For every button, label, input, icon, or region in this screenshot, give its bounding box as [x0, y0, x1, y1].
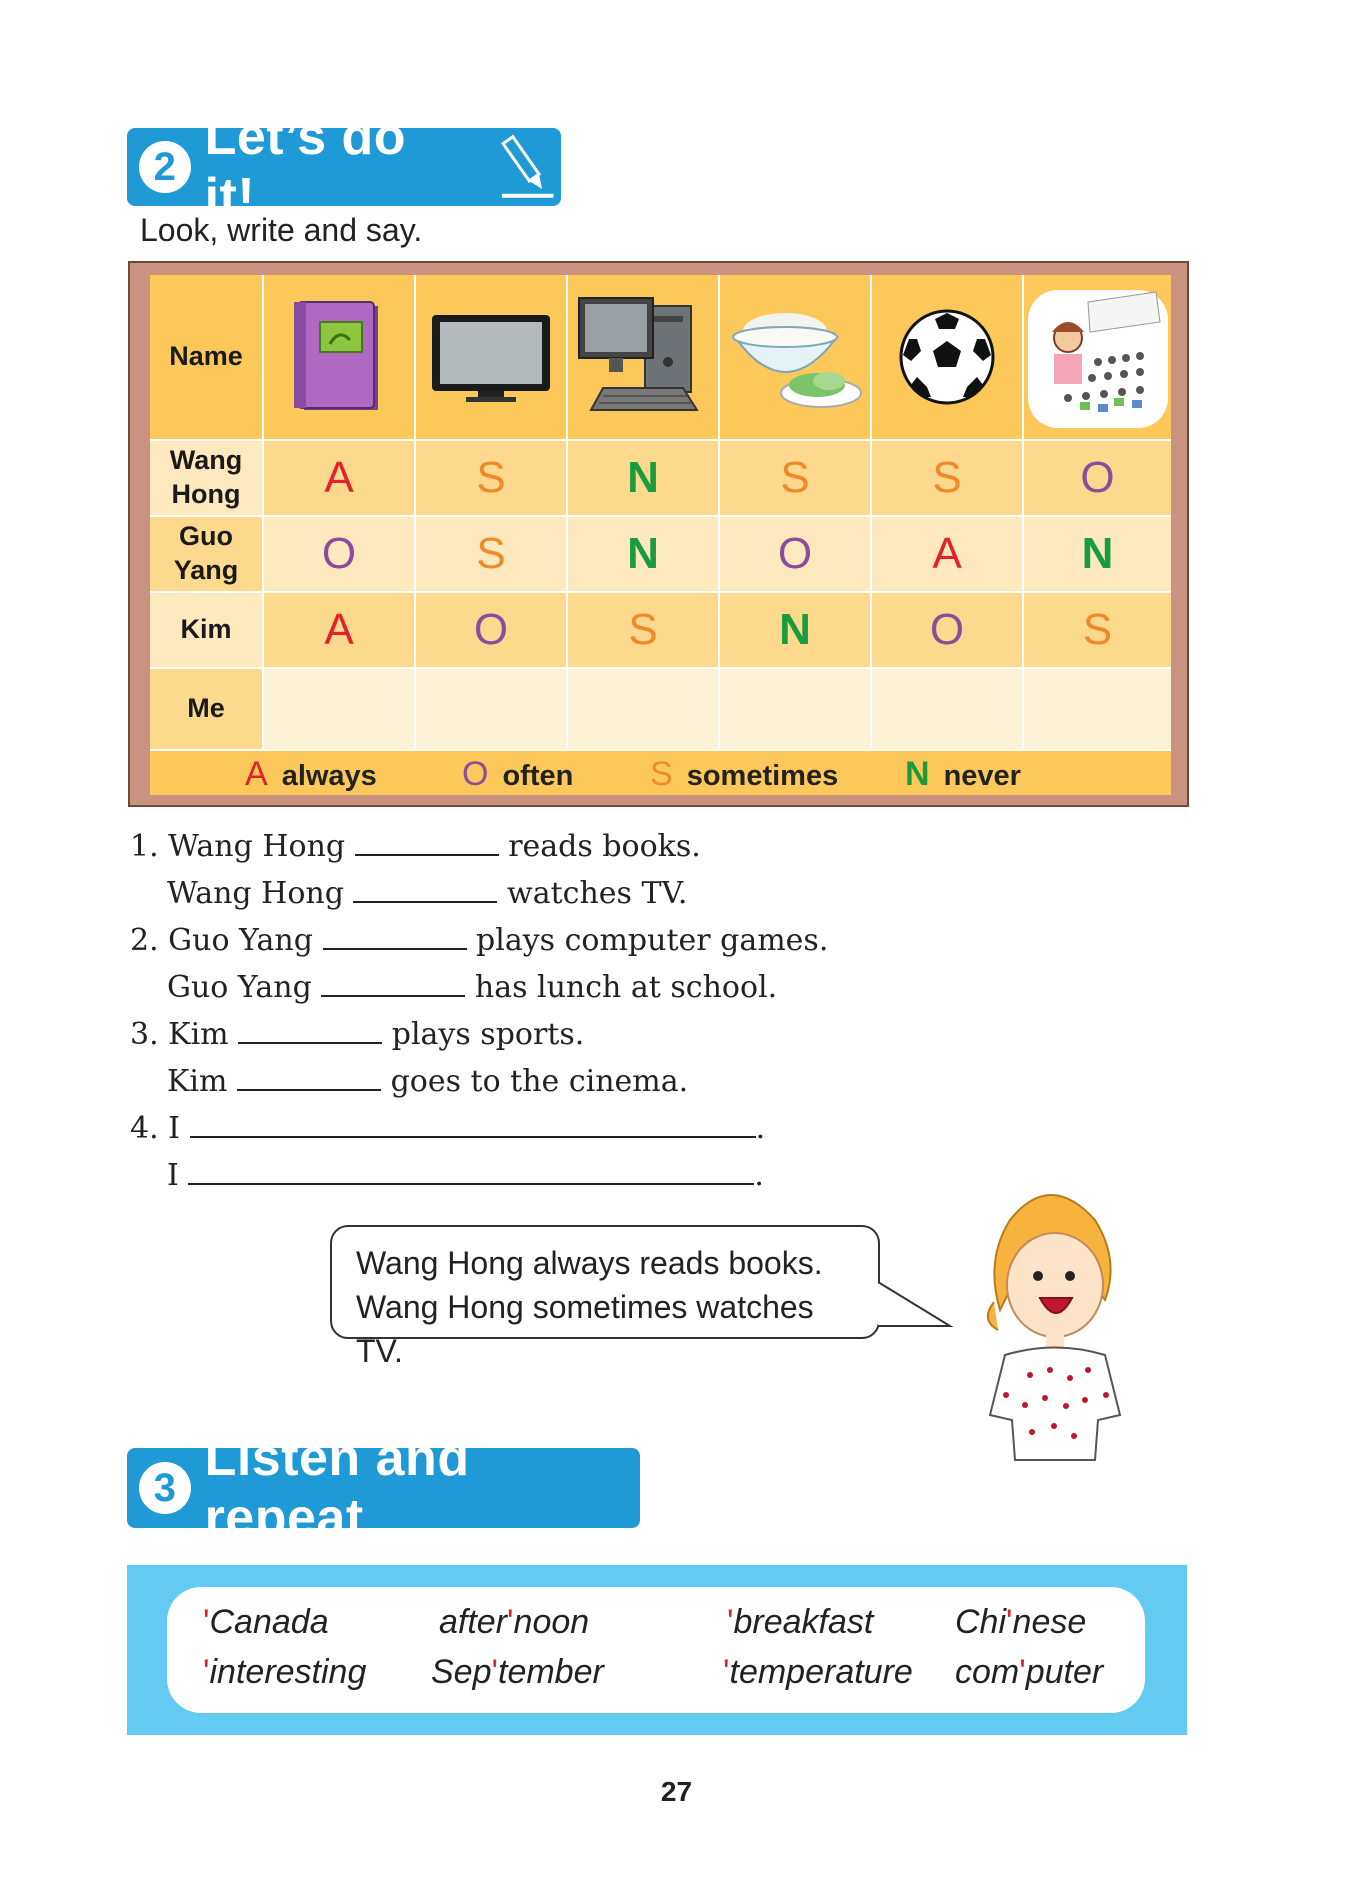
freq-cell: N	[568, 517, 718, 591]
section-title: Listen and repeat	[204, 1429, 470, 1547]
freq-cell: O	[264, 517, 414, 591]
exercise-start: I	[168, 1111, 181, 1146]
lunch-icon	[720, 275, 870, 439]
row-name: Kim	[150, 593, 262, 667]
cinema-icon	[1024, 275, 1171, 439]
section-title: Let’s do it!	[204, 108, 407, 226]
legend-item	[462, 755, 573, 794]
exercise-end: .	[755, 1111, 766, 1146]
book-icon	[264, 275, 414, 439]
word-item: 'Canada	[203, 1603, 329, 1641]
name-header: Name	[150, 275, 262, 439]
exercise-line	[167, 969, 777, 1005]
row-name: Wang Hong	[150, 441, 262, 515]
word-item: 'interesting	[203, 1653, 367, 1691]
empty-cell[interactable]	[568, 669, 718, 749]
section-number: 3	[139, 1462, 191, 1514]
legend-item	[650, 755, 838, 794]
answer-blank[interactable]	[323, 922, 467, 950]
exercise-end: watches TV.	[507, 876, 688, 911]
legend	[150, 751, 1171, 795]
freq-cell: S	[416, 517, 566, 591]
word-item: after'noon	[439, 1603, 590, 1641]
exercise-end: .	[754, 1158, 764, 1193]
answer-blank[interactable]	[321, 969, 465, 997]
word-item: 'temperature	[723, 1653, 913, 1691]
freq-cell: S	[1024, 593, 1171, 667]
girl-illustration-icon	[970, 1180, 1130, 1470]
legend-item	[245, 755, 377, 794]
freq-cell: A	[264, 441, 414, 515]
pronunciation-box	[127, 1565, 1187, 1735]
freq-cell: A	[872, 517, 1022, 591]
exercise-start: Wang Hong	[168, 829, 346, 864]
exercise-end: goes to the cinema.	[390, 1064, 689, 1099]
exercise-number: 3.	[130, 1017, 159, 1052]
answer-blank[interactable]	[355, 828, 499, 856]
answer-blank[interactable]	[237, 1063, 381, 1091]
exercise-start: I	[167, 1158, 179, 1193]
exercise-end: plays computer games.	[476, 923, 829, 958]
word-item: com'puter	[955, 1653, 1104, 1691]
football-icon	[872, 275, 1022, 439]
pencil-icon	[492, 132, 561, 202]
freq-cell: S	[872, 441, 1022, 515]
legend-letter: S	[650, 755, 673, 793]
row-name: Guo Yang	[150, 517, 262, 591]
exercise-line	[167, 1063, 688, 1099]
frequency-table	[128, 261, 1189, 807]
freq-cell: O	[720, 517, 870, 591]
exercise-start: Guo Yang	[168, 923, 313, 958]
answer-blank[interactable]	[238, 1016, 382, 1044]
legend-letter: O	[462, 755, 489, 793]
bubble-line: Wang Hong sometimes watches TV.	[356, 1289, 814, 1369]
freq-cell: N	[1024, 517, 1171, 591]
exercise-start: Guo Yang	[167, 970, 312, 1005]
freq-cell: O	[416, 593, 566, 667]
freq-cell: O	[1024, 441, 1171, 515]
word-list	[167, 1587, 1145, 1713]
legend-letter: A	[245, 755, 268, 793]
exercise-number: 4.	[130, 1111, 159, 1146]
exercise-end: plays sports.	[391, 1017, 585, 1052]
empty-cell[interactable]	[264, 669, 414, 749]
answer-blank[interactable]	[353, 875, 497, 903]
exercise-end: has lunch at school.	[474, 970, 778, 1005]
instruction-text: Look, write and say.	[140, 212, 423, 248]
exercise-number: 2.	[130, 923, 159, 958]
empty-cell[interactable]	[1024, 669, 1171, 749]
tv-icon	[416, 275, 566, 439]
exercise-start: Kim	[168, 1017, 229, 1052]
exercise-line	[167, 1157, 764, 1193]
exercise-number: 1.	[130, 829, 159, 864]
freq-cell: S	[720, 441, 870, 515]
freq-cell: S	[416, 441, 566, 515]
answer-blank[interactable]	[188, 1157, 754, 1185]
word-item: 'breakfast	[727, 1603, 874, 1641]
empty-cell[interactable]	[720, 669, 870, 749]
exercise-start: Kim	[167, 1064, 228, 1099]
freq-cell: N	[568, 441, 718, 515]
section-2-header	[127, 108, 561, 226]
row-name: Me	[150, 669, 262, 749]
empty-cell[interactable]	[416, 669, 566, 749]
freq-cell: A	[264, 593, 414, 667]
exercise-line	[130, 922, 828, 958]
computer-icon	[568, 275, 718, 439]
legend-letter: N	[905, 755, 930, 793]
legend-word: sometimes	[686, 760, 839, 792]
legend-item	[905, 755, 1021, 794]
table-grid	[150, 275, 1171, 795]
speech-bubble	[330, 1225, 880, 1369]
bubble-tail-icon	[876, 1270, 956, 1340]
page-number: 27	[660, 1776, 693, 1807]
word-item: Sep'tember	[431, 1653, 604, 1691]
exercise-line	[130, 828, 701, 864]
exercise-start: Wang Hong	[167, 876, 344, 911]
section-number: 2	[139, 141, 191, 193]
legend-word: always	[281, 760, 377, 792]
word-item: Chi'nese	[955, 1603, 1087, 1641]
exercise-end: reads books.	[508, 829, 701, 864]
freq-cell: S	[568, 593, 718, 667]
legend-word: never	[943, 760, 1021, 792]
section-3-header	[127, 1429, 640, 1547]
answer-blank[interactable]	[190, 1110, 756, 1138]
freq-cell: O	[872, 593, 1022, 667]
freq-cell: N	[720, 593, 870, 667]
exercise-line	[130, 1016, 584, 1052]
exercise-line	[130, 1110, 765, 1146]
bubble-line: Wang Hong always reads books.	[356, 1245, 823, 1281]
legend-word: often	[502, 760, 574, 792]
empty-cell[interactable]	[872, 669, 1022, 749]
exercise-line	[167, 875, 687, 911]
